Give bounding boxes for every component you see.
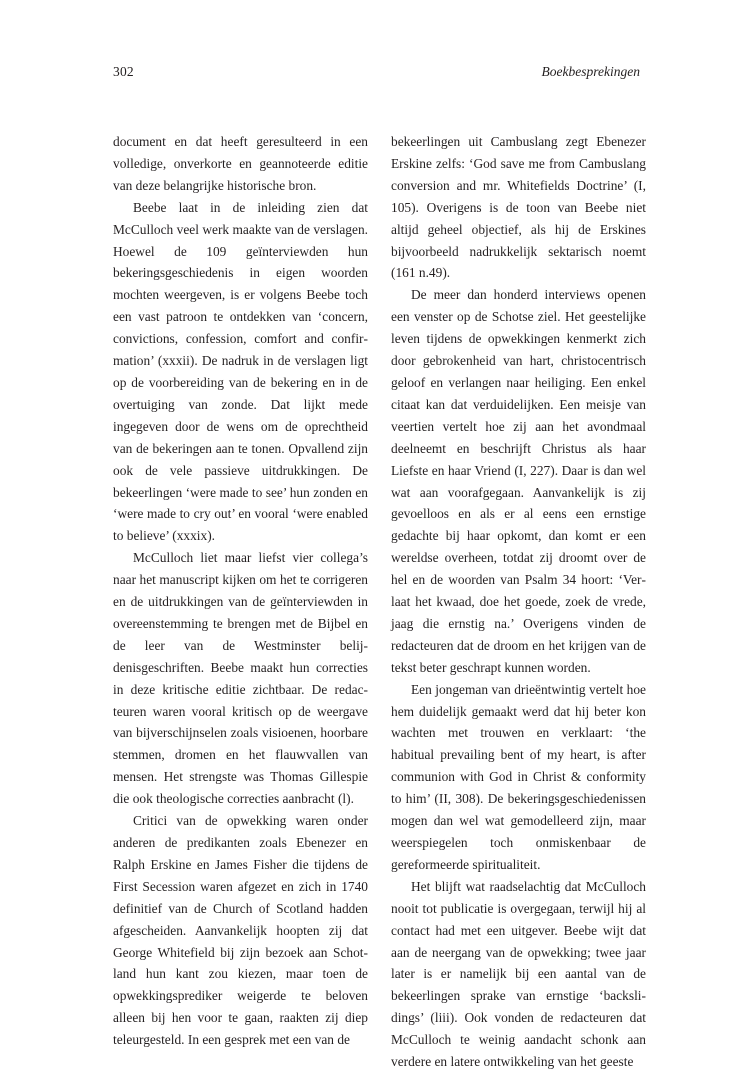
paragraph: Beebe laat in de inleiding zien dat McCulloch veel werk maakte van de verslagen. Hoewel de 109 geïnterviewden hun bekeringsgeschiedenis in eigen woorden mochten weergeven, is er volgens Beebe toch een vast patroon te ontdekken van ‘concern, convictions, confession, comfort and confirmation’ (xxxii). De nadruk in de verslagen ligt op de voorbereiding van de bekering en in de overtuiging van zonde. Dat lijkt mede ingegeven door de wens om de oprechtheid van de bekeringen aan te tonen. Opvallend zijn ook de vele passieve uitdrukkingen. De bekeerlingen ‘were made to see’ hun zonden en ‘were made to cry out’ en vooral ‘were enabled to believe’ (xxxix). [113,199,368,544]
paragraph: Een jongeman van drieëntwintig vertelt hoe hem duidelijk gemaakt werd dat hij beter kon wachten met trouwen en verklaart: ‘the habitual prevailing bent of my heart, is after communion with God in Christ & conformity to him’ (II, 308). De bekeringsgeschiedenissen mogen dan wel wat gemodelleerd zijn, maar weerspiegelen toch onmiskenbaar de gereformeerde spiritualiteit. [391,681,646,872]
paragraph: Critici van de opwekking waren onder anderen de predikanten zoals Ebenezer en Ralph Erskine en James Fisher die tijdens de First Secession waren afgezet en zich in 1740 definitief van de Church of Scotland hadden afgescheiden. Aanvankelijk hoopten zij dat George Whitefield bij zijn bezoek aan Schotland hun kant zou kiezen, maar toen de opwekkingsprediker weigerde te beloven alleen bij hen voor te gaan, raakten zij diep teleurgesteld. In een gesprek met een van de [113,813,368,1048]
right-column [391,131,646,1073]
paragraph: De meer dan honderd interviews openen een venster op de Schotse ziel. Het geestelijke leven tijdens de opwekkingen kenmerkt zich door gebrokenheid van hart, christocentrisch geloof en verlangen naar heiliging. Een enkel citaat kan dat verduidelijken. Een meisje van veertien vertelt hoe zij aan het avondmaal deelneemt en beschrijft Christus als haar Liefste en haar Vriend (I, 227). Daar is dan wel wat aan voorafgegaan. Aanvankelijk is zij gevoelloos en als er al eens een ernstige gedachte bij haar opkomt, dan komt er een wereldse overheen, totdat zij droomt over de hel en de woorden van Psalm 34 hoort: ‘Verlaat het kwaad, doe het goede, zoek de vrede, jaag die ernstig na.’ Overigens vinden de redacteuren dat de droom en het krijgen van de tekst beter geschrapt kunnen worden. [391,287,646,675]
paragraph: Het blijft wat raadselachtig dat McCulloch nooit tot publicatie is overgegaan, terwijl hij al contact had met een uitgever. Beebe wijt dat aan de neergang van de opwekking; twee jaar later is er namelijk bij een aantal van de bekeerlingen sprake van ernstige ‘backslidings’ (liii). Ook vonden de redacteuren dat McCulloch te weinig aandacht schonk aan verdere en latere ontwikkeling van het geeste [391,878,646,1070]
left-column [113,131,368,1051]
paragraph: bekeerlingen uit Cambuslang zegt Ebenezer Erskine zelfs: ‘God save me from Cambuslang conversion and mr. Whitefields Doctrine’ (I, 105). Overigens is de toon van Beebe niet altijd geheel objectief, als hij de Erskines bijvoorbeeld nadrukkelijk sektarisch noemt (161 n.49). [391,134,646,281]
paragraph: McCulloch liet maar liefst vier collega’s naar het manuscript kijken om het te corrigeren en de uitdrukkingen van de geïnterviewden in overeenstemming te brengen met de Bijbel en de leer van de Westminster belijdenisgeschriften. Beebe maakt hun correcties in deze kritische editie zichtbaar. De redacteuren waren vooral kritisch op de weergave van bijverschijnselen zoals visioenen, hoorbare stemmen, dromen en het flauwvallen van mensen. Het strengste was Thomas Gillespie die ook theologische correcties aanbracht (l). [113,550,368,807]
running-title: Boekbesprekingen [541,64,640,79]
page-number: 302 [113,64,134,79]
paragraph: document en dat heeft geresulteerd in een volledige, onverkorte en geannoteerde editie van deze belangrijke historische bron. [113,134,368,193]
